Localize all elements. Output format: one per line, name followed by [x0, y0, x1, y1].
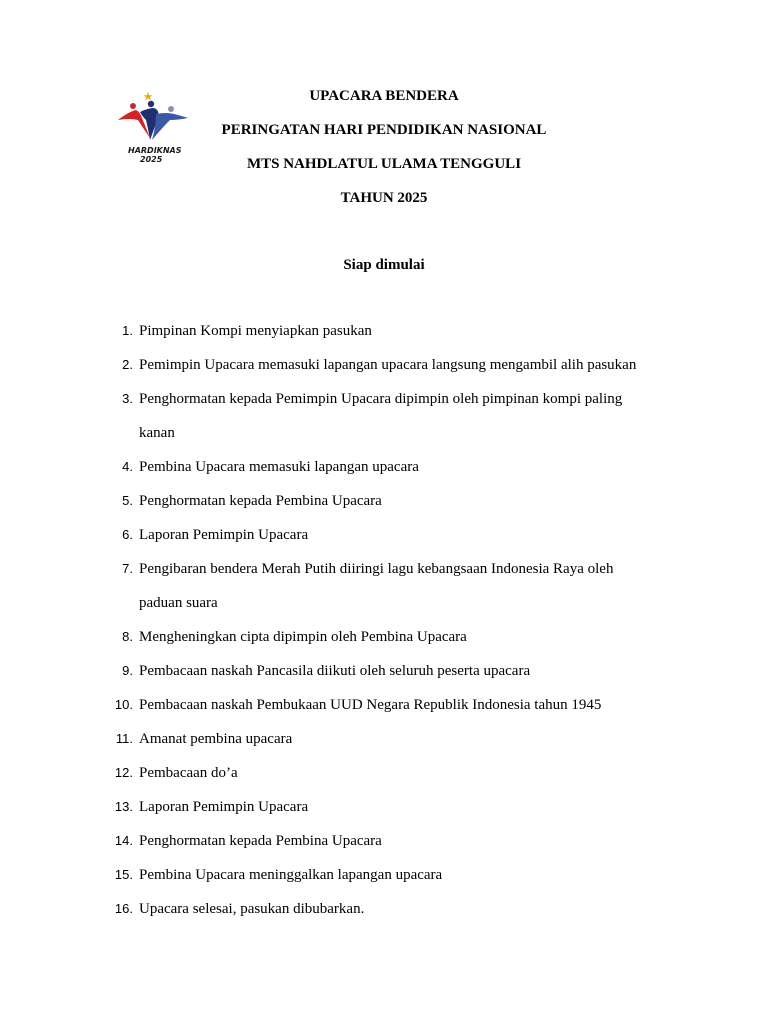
- list-item-number: 12.: [114, 765, 133, 780]
- list-item-text: Upacara selesai, pasukan dibubarkan.: [139, 901, 365, 917]
- list-item-number: 9.: [122, 663, 133, 678]
- list-item-number: 8.: [122, 629, 133, 644]
- list-item-number: 1.: [122, 323, 133, 338]
- list-item-text: Mengheningkan cipta dipimpin oleh Pembina Upacara: [139, 629, 467, 645]
- section-subtitle: Siap dimulai: [343, 257, 425, 273]
- list-item-number: 2.: [122, 357, 133, 372]
- list-item-number: 6.: [122, 527, 133, 542]
- list-item-number: 4.: [122, 459, 133, 474]
- list-item-number: 13.: [114, 799, 133, 814]
- list-item-text: Laporan Pemimpin Upacara: [139, 527, 309, 543]
- list-item-text: Penghormatan kepada Pembina Upacara: [139, 493, 382, 509]
- list-item-text: Laporan Pemimpin Upacara: [139, 799, 309, 815]
- title-line-1: UPACARA BENDERA: [309, 88, 459, 104]
- list-item-text: Penghormatan kepada Pemimpin Upacara dipimpin oleh pimpinan kompi paling: [139, 391, 623, 407]
- title-line-2: PERINGATAN HARI PENDIDIKAN NASIONAL: [221, 122, 547, 138]
- list-item-number: 16.: [114, 901, 133, 916]
- list-item-number: 14.: [114, 833, 133, 848]
- list-item-text: Pembina Upacara meninggalkan lapangan upacara: [139, 867, 443, 883]
- list-item-text-continued: paduan suara: [139, 595, 218, 611]
- title-line-3: MTS NAHDLATUL ULAMA TENGGULI: [246, 156, 522, 172]
- logo-caption-line2: 2025: [140, 155, 163, 164]
- list-item-text: Pemimpin Upacara memasuki lapangan upacara langsung mengambil alih pasukan: [139, 357, 637, 373]
- title-line-4: TAHUN 2025: [340, 190, 428, 206]
- list-item-text: Pembacaan do’a: [139, 765, 238, 781]
- list-item-text: Pimpinan Kompi menyiapkan pasukan: [139, 323, 372, 339]
- list-item-number: 5.: [122, 493, 133, 508]
- list-item-text: Pembacaan naskah Pembukaan UUD Negara Republik Indonesia tahun 1945: [139, 697, 602, 713]
- list-item-number: 3.: [122, 391, 133, 406]
- list-item-text-continued: kanan: [139, 425, 175, 441]
- list-item-number: 10.: [114, 697, 133, 712]
- list-item-text: Pembacaan naskah Pancasila diikuti oleh seluruh peserta upacara: [139, 663, 531, 679]
- list-item-text: Pengibaran bendera Merah Putih diiringi lagu kebangsaan Indonesia Raya oleh: [139, 561, 614, 577]
- list-item-number: 11.: [115, 731, 133, 746]
- logo-caption-line1: HARDIKNAS: [128, 146, 182, 155]
- list-item-text: Amanat pembina upacara: [139, 731, 293, 747]
- list-item-text: Pembina Upacara memasuki lapangan upacara: [139, 459, 419, 475]
- list-item-number: 7.: [122, 561, 133, 576]
- list-item-text: Penghormatan kepada Pembina Upacara: [139, 833, 382, 849]
- list-item-number: 15.: [114, 867, 133, 882]
